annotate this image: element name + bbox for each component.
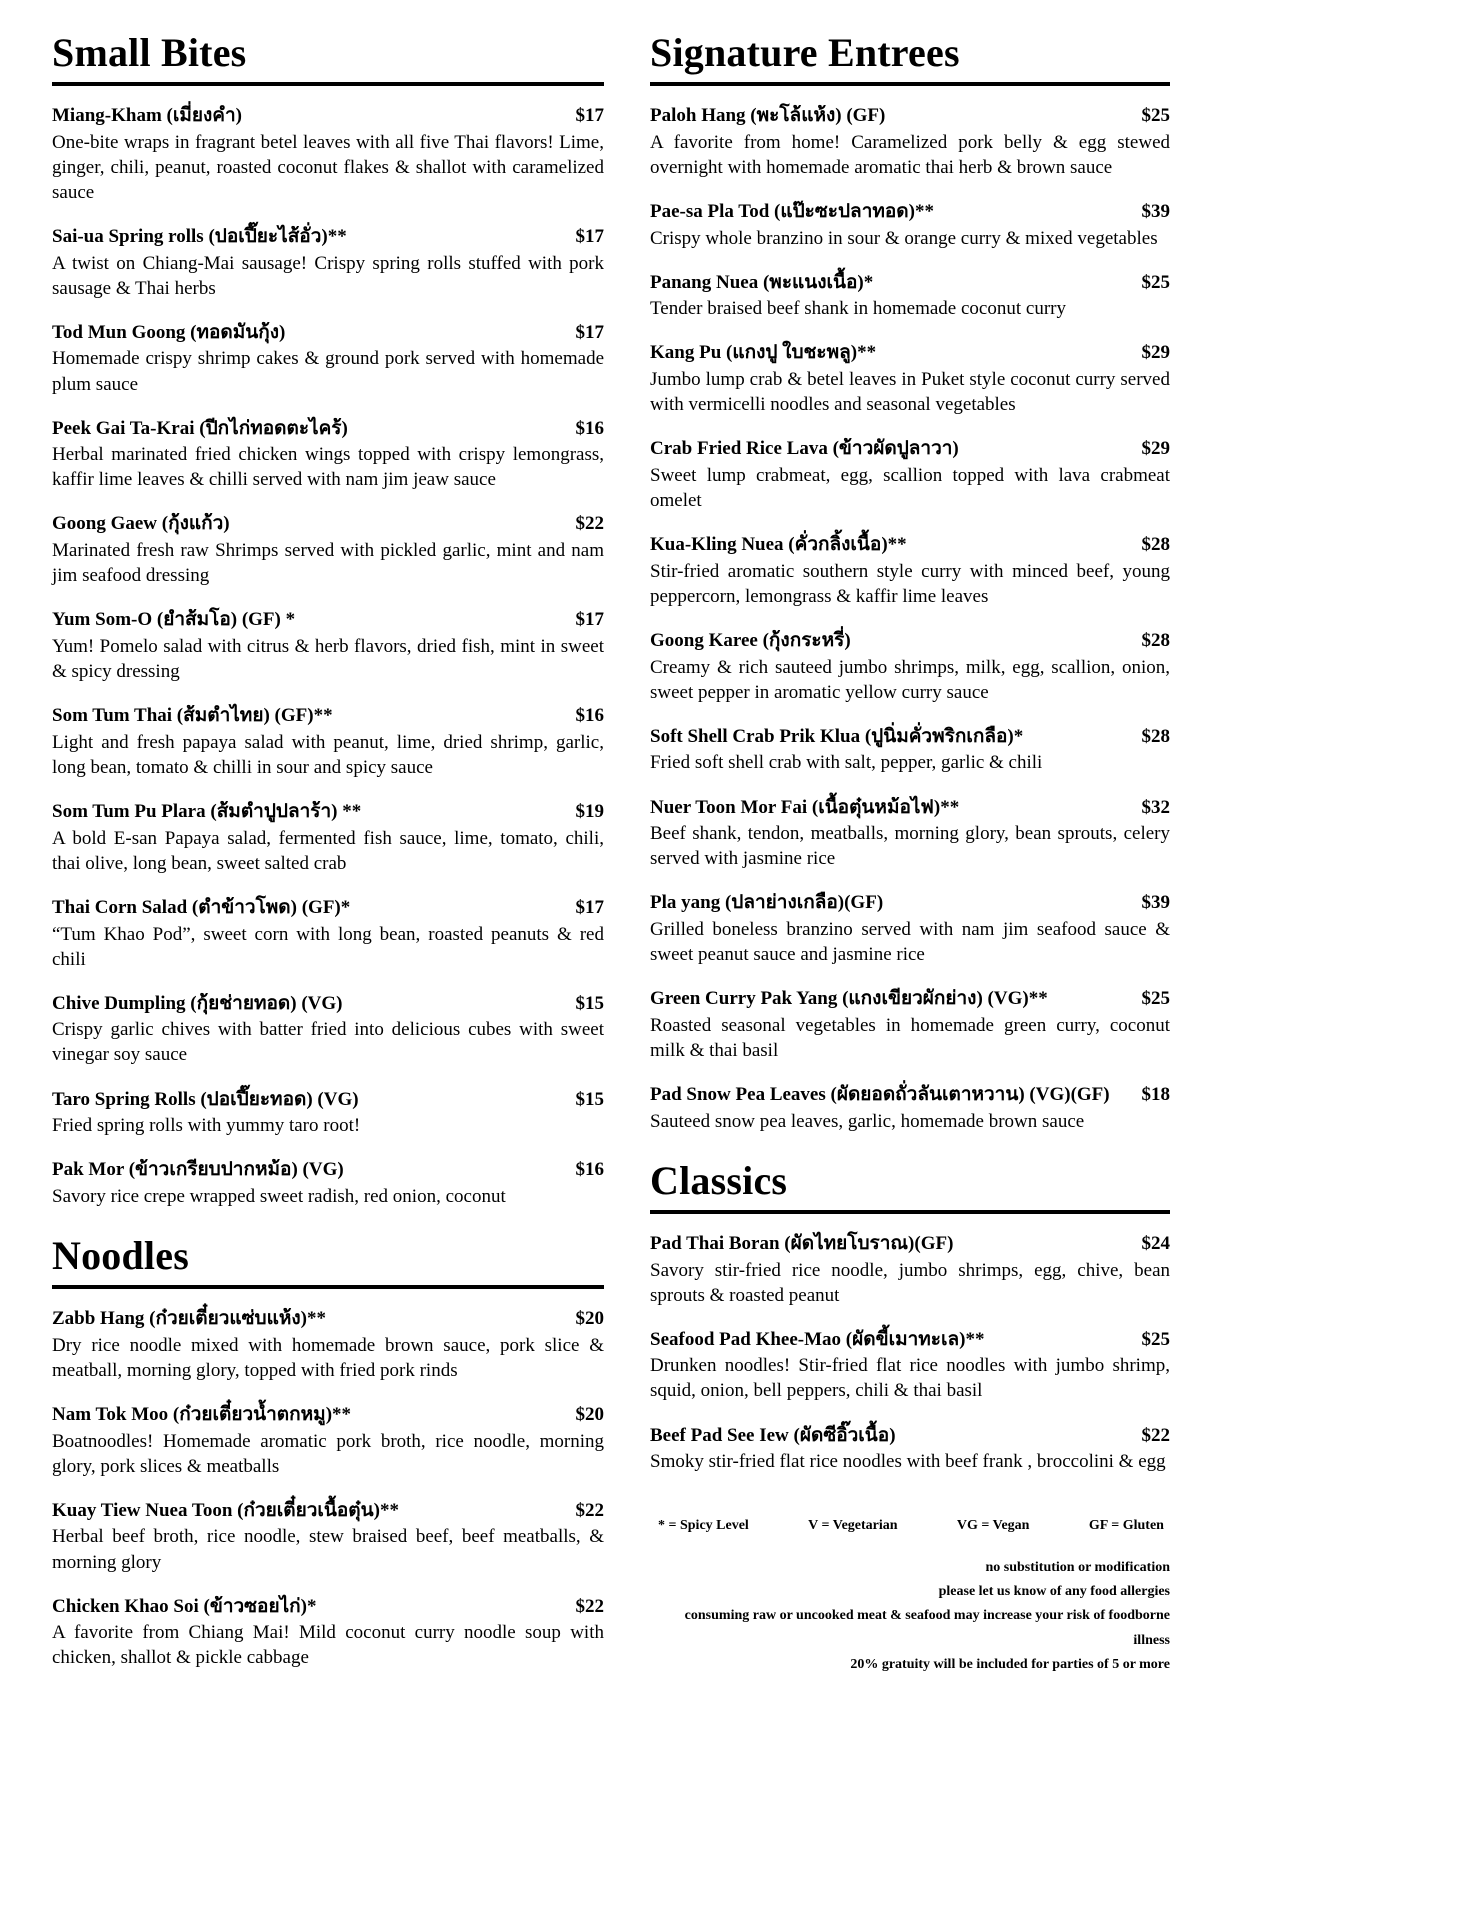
item-header (650, 104, 1170, 129)
menu-item (52, 1403, 604, 1479)
item-header (650, 1328, 1170, 1353)
item-header (52, 704, 604, 729)
menu-item (650, 533, 1170, 609)
item-header (52, 225, 604, 250)
item-header (52, 608, 604, 633)
item-price: $15 (575, 992, 604, 1014)
item-header (650, 629, 1170, 654)
item-title: Goong Karee (กุ้งกระหรี่) (650, 629, 851, 651)
item-price: $25 (1141, 1328, 1170, 1350)
item-description: Yum! Pomelo salad with citrus & herb flavors, dried fish, mint in sweet & spicy dressing (52, 635, 604, 683)
item-description: Boatnoodles! Homemade aromatic pork broth, rice noodle, morning glory, pork slices & meatballs (52, 1430, 604, 1477)
item-title: Yum Som-O (ยำส้มโอ) (GF) * (52, 609, 296, 631)
item-title: Pla yang (ปลาย่างเกลือ)(GF) (650, 892, 884, 914)
item-header (52, 1403, 604, 1428)
item-header (650, 533, 1170, 558)
item-price: $17 (575, 225, 604, 247)
item-description: Herbal marinated fried chicken wings topped with crispy lemongrass, kaffir lime leaves & chilli served with nam jim jeaw sauce (52, 444, 604, 491)
item-price: $16 (575, 705, 604, 727)
item-title: Chicken Khao Soi (ข้าวซอยไก่)* (52, 1595, 317, 1617)
item-title: Som Tum Thai (ส้มตำไทย) (GF)** (52, 705, 333, 727)
menu-item (650, 1424, 1170, 1475)
item-header (650, 341, 1170, 366)
item-header (52, 1088, 604, 1113)
menu-item (650, 1328, 1170, 1404)
menu-item (52, 417, 604, 493)
menu-item (650, 891, 1170, 967)
menu-item (52, 704, 604, 780)
item-price: $15 (575, 1088, 604, 1110)
item-description: A favorite from Chiang Mai! Mild coconut curry noodle soup with chicken, shallot & pickle cabbage (52, 1622, 604, 1669)
menu-item (650, 987, 1170, 1063)
item-header (52, 1499, 604, 1524)
item-price: $16 (575, 1159, 604, 1181)
item-description: Sweet lump crabmeat, egg, scallion topped with lava crabmeat omelet (650, 464, 1170, 511)
left-column-sections (52, 26, 604, 1670)
item-price: $17 (575, 609, 604, 631)
menu-item (52, 800, 604, 876)
menu-item (650, 629, 1170, 705)
item-description: Creamy & rich sauteed jumbo shrimps, milk, egg, scallion, onion, sweet pepper in aromatic yellow curry sauce (650, 656, 1170, 703)
legend-vegan: VG = Vegan (956, 1518, 1030, 1534)
menu-item (52, 1307, 604, 1383)
item-price: $18 (1141, 1084, 1170, 1106)
item-description: A twist on Chiang-Mai sausage! Crispy spring rolls stuffed with pork sausage & Thai herbs (52, 252, 604, 299)
item-description: Jumbo lump crab & betel leaves in Puket style coconut curry served with vermicelli noodles and seasonal vegetables (650, 369, 1170, 416)
item-price: $25 (1141, 271, 1170, 293)
item-price: $32 (1141, 796, 1170, 818)
item-title: Panang Nuea (พะแนงเนื้อ)* (650, 271, 874, 293)
menu-item (650, 1232, 1170, 1308)
footer-note: no substitution or modification (985, 1560, 1170, 1576)
menu-item (650, 796, 1170, 872)
item-description: Fried spring rolls with yummy taro root! (52, 1115, 361, 1137)
item-title: Som Tum Pu Plara (ส้มตำปูปลาร้า) ** (52, 800, 362, 822)
item-header (650, 1424, 1170, 1449)
item-price: $29 (1141, 342, 1170, 364)
item-title: Nuer Toon Mor Fai (เนื้อตุ๋นหม้อไฟ)** (650, 796, 960, 818)
legend-vegetarian: V = Vegetarian (808, 1518, 898, 1534)
legend-spicy: * = Spicy Level (658, 1518, 749, 1534)
menu-section-small-bites (52, 26, 604, 1209)
item-header (52, 1158, 604, 1183)
item-title: Tod Mun Goong (ทอดมันกุ้ง) (52, 321, 286, 343)
item-description: Herbal beef broth, rice noodle, stew braised beef, beef meatballs, & morning glory (52, 1526, 604, 1573)
item-title: Chive Dumpling (กุ้ยช่ายทอด) (VG) (52, 992, 343, 1014)
menu-item (52, 992, 604, 1068)
menu-section-classics (650, 1154, 1170, 1474)
item-title: Beef Pad See Iew (ผัดซีอิ๊วเนื้อ) (650, 1424, 896, 1446)
item-description: One-bite wraps in fragrant betel leaves with all five Thai flavors! Lime, ginger, chili, peanut, roasted coconut flakes & shallot with caramelized sauce (52, 131, 604, 203)
item-header (52, 896, 604, 921)
item-header (52, 1307, 604, 1332)
item-price: $22 (575, 1499, 604, 1521)
menu-item (52, 608, 604, 684)
item-header (650, 1232, 1170, 1257)
item-description: Sauteed snow pea leaves, garlic, homemade brown sauce (650, 1110, 1085, 1132)
item-title: Kua-Kling Nuea (คั่วกลิ้งเนื้อ)** (650, 534, 907, 556)
item-price: $25 (1141, 988, 1170, 1010)
item-title: Pad Thai Boran (ผัดไทยโบราณ)(GF) (650, 1232, 954, 1254)
footer-notes (650, 1556, 1170, 1676)
item-description: Marinated fresh raw Shrimps served with pickled garlic, mint and nam jim seafood dressing (52, 540, 604, 587)
item-description: “Tum Khao Pod”, sweet corn with long bean, roasted peanuts & red chili (52, 923, 604, 970)
right-column (650, 26, 1170, 1690)
menu-item (52, 225, 604, 301)
item-price: $28 (1141, 534, 1170, 556)
item-header (650, 891, 1170, 916)
item-description: Stir-fried aromatic southern style curry with minced beef, young peppercorn, lemongrass & kaffir lime leaves (650, 560, 1170, 607)
item-description: Crispy garlic chives with batter fried into delicious cubes with sweet vinegar soy sauce (52, 1019, 604, 1066)
item-price: $17 (575, 105, 604, 126)
item-description: Savory rice crepe wrapped sweet radish, red onion, coconut (52, 1185, 506, 1207)
item-title: Kuay Tiew Nuea Toon (ก๋วยเตี๋ยวเนื้อตุ๋น)** (52, 1499, 399, 1521)
item-price: $22 (575, 513, 604, 535)
item-price: $28 (1141, 629, 1170, 651)
menu-item (52, 1158, 604, 1209)
legend-bar (650, 1518, 1170, 1534)
item-header (52, 800, 604, 825)
item-title: Green Curry Pak Yang (แกงเขียวผักย่าง) (VG)** (650, 988, 1048, 1010)
item-price: $29 (1141, 438, 1170, 460)
section-title: Classics (650, 1154, 1170, 1214)
right-column-sections (650, 26, 1170, 1474)
item-price: $39 (1141, 892, 1170, 914)
item-title: Zabb Hang (ก๋วยเตี๋ยวแซ่บแห้ง)** (52, 1308, 326, 1330)
item-description: Homemade crispy shrimp cakes & ground pork served with homemade plum sauce (52, 348, 604, 395)
menu-item (650, 200, 1170, 251)
item-header (52, 992, 604, 1017)
item-title: Sai-ua Spring rolls (ปอเปี๊ยะไส้อั่ว)** (52, 225, 347, 247)
item-description: Dry rice noodle mixed with homemade brown sauce, pork slice & meatball, morning glory, topped with fried pork rinds (52, 1334, 604, 1381)
item-title: Crab Fried Rice Lava (ข้าวผัดปูลาวา) (650, 438, 959, 460)
item-description: Crispy whole branzino in sour & orange curry & mixed vegetables (650, 227, 1158, 249)
left-column (52, 26, 604, 1690)
item-header (650, 437, 1170, 462)
item-title: Soft Shell Crab Prik Klua (ปูนิ่มคั่วพริกเกลือ)* (650, 725, 1024, 747)
item-header (650, 987, 1170, 1012)
item-title: Pak Mor (ข้าวเกรียบปากหม้อ) (VG) (52, 1159, 344, 1181)
item-title: Pad Snow Pea Leaves (ผัดยอดถั่วลันเตาหวาน) (VG)(GF) (650, 1084, 1110, 1106)
item-price: $22 (1141, 1424, 1170, 1446)
footer-note: please let us know of any food allergies (938, 1584, 1170, 1600)
item-price: $16 (575, 417, 604, 439)
menu-item (650, 1083, 1170, 1134)
item-description: Roasted seasonal vegetables in homemade green curry, coconut milk & thai basil (650, 1014, 1170, 1061)
menu-section-signature-entrees (650, 26, 1170, 1134)
item-header (650, 796, 1170, 821)
menu-item (52, 1088, 604, 1139)
item-title: Thai Corn Salad (ตำข้าวโพด) (GF)* (52, 896, 351, 918)
item-price: $17 (575, 321, 604, 343)
section-title: Noodles (52, 1229, 604, 1289)
item-title: Paloh Hang (พะโล้แห้ง) (GF) (650, 105, 886, 126)
menu-section-noodles (52, 1229, 604, 1670)
item-price: $20 (575, 1403, 604, 1425)
item-title: Seafood Pad Khee-Mao (ผัดขี้เมาทะเล)** (650, 1328, 985, 1350)
menu-item (52, 1499, 604, 1575)
item-description: A favorite from home! Caramelized pork belly & egg stewed overnight with homemade aromatic thai herb & brown sauce (650, 131, 1170, 178)
section-title: Small Bites (52, 26, 604, 86)
item-header (52, 512, 604, 537)
item-title: Pae-sa Pla Tod (แป๊ะซะปลาทอด)** (650, 200, 934, 222)
menu-item (650, 104, 1170, 180)
item-header (650, 200, 1170, 225)
item-price: $39 (1141, 200, 1170, 222)
item-price: $20 (575, 1308, 604, 1330)
menu-item (52, 321, 604, 397)
item-header (52, 417, 604, 442)
item-header (650, 725, 1170, 750)
menu-item (52, 512, 604, 588)
menu-item (52, 1595, 604, 1671)
menu-item (650, 341, 1170, 417)
item-header (52, 104, 604, 129)
item-title: Goong Gaew (กุ้งแก้ว) (52, 513, 230, 535)
item-price: $28 (1141, 725, 1170, 747)
item-title: Peek Gai Ta-Krai (ปีกไก่ทอดตะไคร้) (52, 417, 348, 439)
item-header (52, 1595, 604, 1620)
item-description: Grilled boneless branzino served with nam jim seafood sauce & sweet peanut sauce and jasmine rice (650, 919, 1170, 966)
item-description: Savory stir-fried rice noodle, jumbo shrimps, egg, chive, bean sprouts & roasted peanut (650, 1259, 1170, 1306)
item-header (650, 271, 1170, 296)
item-title: Kang Pu (แกงปู ใบชะพลู)** (650, 342, 877, 364)
menu-item (650, 437, 1170, 513)
item-title: Nam Tok Moo (ก๋วยเตี๋ยวน้ำตกหมู)** (52, 1403, 352, 1425)
item-description: Smoky stir-fried flat rice noodles with beef frank , broccolini & egg (650, 1451, 1166, 1473)
menu-item (52, 104, 604, 205)
item-price: $22 (575, 1595, 604, 1617)
item-description: A bold E-san Papaya salad, fermented fish sauce, lime, tomato, chili, thai olive, long bean, sweet salted crab (52, 827, 604, 874)
item-header (52, 321, 604, 346)
item-description: Tender braised beef shank in homemade coconut curry (650, 298, 1066, 320)
item-description: Light and fresh papaya salad with peanut, lime, dried shrimp, garlic, long bean, tomato & chilli in sour and spicy sauce (52, 731, 604, 778)
item-price: $17 (575, 896, 604, 918)
legend-gluten: GF = Gluten (1088, 1518, 1164, 1534)
menu-item (650, 725, 1170, 776)
item-description: Beef shank, tendon, meatballs, morning glory, bean sprouts, celery served with jasmine rice (650, 823, 1170, 870)
footer-note: consuming raw or uncooked meat & seafood may increase your risk of foodborne illness (684, 1608, 1170, 1648)
item-title: Miang-Kham (เมี่ยงคำ) (52, 105, 242, 126)
section-title: Signature Entrees (650, 26, 1170, 86)
item-price: $19 (575, 800, 604, 822)
item-title: Taro Spring Rolls (ปอเปี๊ยะทอด) (VG) (52, 1088, 359, 1110)
menu-item (52, 896, 604, 972)
item-price: $24 (1141, 1232, 1170, 1254)
item-price: $25 (1141, 105, 1170, 126)
menu-item (650, 271, 1170, 322)
item-description: Fried soft shell crab with salt, pepper, garlic & chili (650, 752, 1043, 774)
item-header (650, 1083, 1170, 1108)
item-description: Drunken noodles! Stir-fried flat rice noodles with jumbo shrimp, squid, onion, bell peppers, chili & thai basil (650, 1355, 1170, 1402)
footer-note: 20% gratuity will be included for parties of 5 or more (850, 1656, 1170, 1672)
